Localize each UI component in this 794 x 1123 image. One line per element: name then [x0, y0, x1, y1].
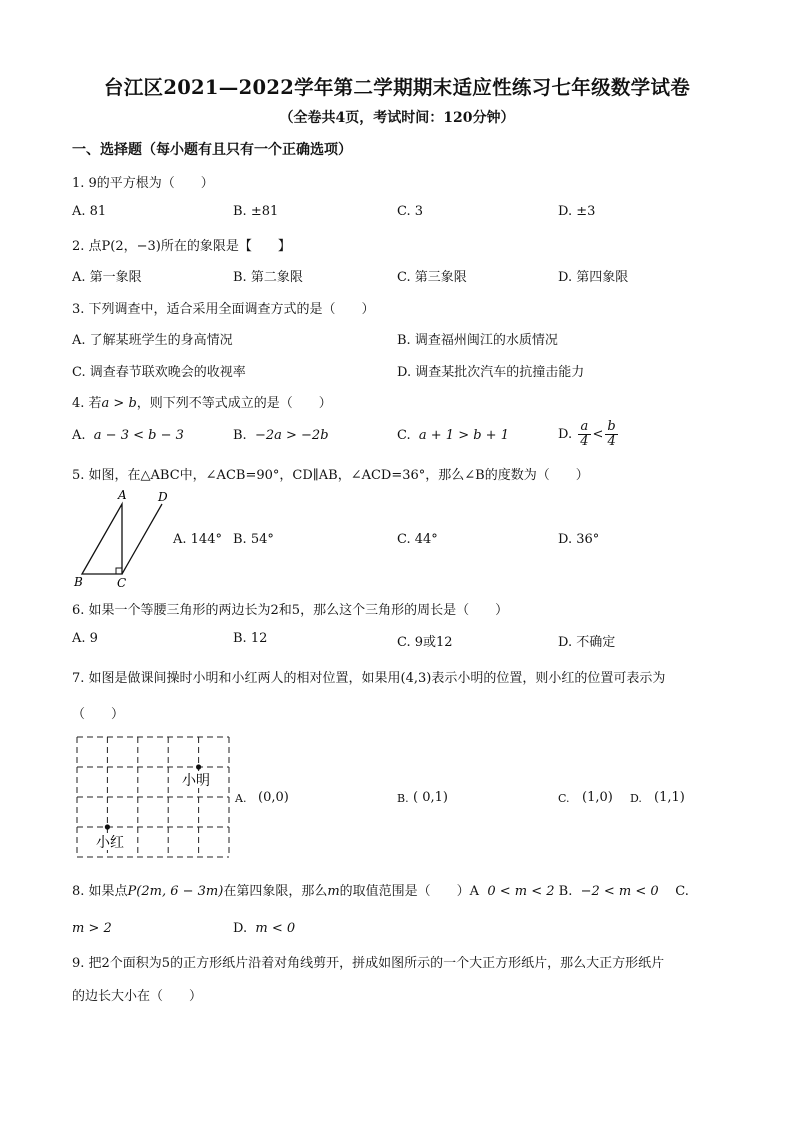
q2-stem: 2. 点P(2，−3)所在的象限是【 】 [72, 239, 291, 254]
q5-triangle-figure [70, 486, 175, 590]
q8-point-expr: P(2m, 6 − 3m) [127, 884, 224, 899]
q1-option-a: A. 81 [72, 204, 107, 219]
q1-option-c: C. 3 [397, 204, 424, 219]
q8-stem-prefix: 8. 如果点 [72, 884, 128, 899]
q4-option-a-label: A. [72, 428, 86, 443]
q2-option-b: B. 第二象限 [233, 270, 303, 285]
q1-option-d: D. ±3 [558, 204, 596, 219]
xiaohong-point [105, 824, 110, 829]
q5-stem: 5. 如图，在△ABC中，∠ACB=90°，CD∥AB，∠ACD=36°，那么∠B的度数为（ ） [72, 468, 589, 483]
q3-option-a: A. 了解某班学生的身高情况 [72, 333, 233, 348]
xiaoming-point [196, 764, 201, 769]
xiaohong-label: 小红 [96, 835, 124, 851]
q8-option-c-expr: m > 2 [72, 921, 112, 936]
q7-option-d-label: D. [630, 792, 642, 805]
q5-option-d: D. 36° [558, 532, 600, 547]
q8-option-c-label: C. [675, 884, 689, 899]
q4-option-d-label: D. [558, 427, 573, 442]
q4-option-a-expr: a − 3 < b − 3 [93, 428, 184, 443]
q4-option-b [233, 428, 329, 443]
q5-option-a: A. 144° [173, 532, 222, 547]
q8-option-d-expr: m < 0 [255, 921, 296, 936]
q4-condition: a > b [101, 396, 137, 411]
q8-stem-mid: 在第四象限，那么 [223, 884, 328, 899]
q9-stem-line2: 的边长大小在（ ） [72, 989, 203, 1004]
q8-option-b-label: B. [558, 884, 573, 899]
q6-option-c: C. 9或12 [397, 635, 453, 650]
q5-option-b: B. 54° [233, 532, 274, 547]
q4-stem-prefix: 4. 若 [72, 396, 102, 411]
q8-stem-suffix: 的取值范围是（ ）A [339, 884, 480, 899]
q4-option-b-expr: −2a > −2b [254, 428, 329, 443]
q4-option-d-fraction-right: $\frac{b}{4}$ [607, 419, 616, 449]
q2-option-a: A. 第一象限 [72, 270, 142, 285]
q4-stem [72, 392, 332, 411]
q6-option-b: B. 12 [233, 631, 268, 646]
q3-option-d: D. 调查某批次汽车的抗撞击能力 [397, 365, 585, 380]
q2-option-d: D. 第四象限 [558, 270, 629, 285]
q6-option-d: D. 不确定 [558, 635, 616, 650]
section-heading: 一、选择题（每小题有且只有一个正确选项） [72, 142, 352, 158]
q4-option-c [397, 428, 509, 443]
q8-option-b-expr: −2 < m < 0 [580, 884, 659, 899]
q3-option-b: B. 调查福州闽江的水质情况 [397, 333, 558, 348]
q5-option-c: C. 44° [397, 532, 438, 547]
q8-option-a-expr: 0 < m < 2 [487, 884, 555, 899]
q9-stem-line1: 9. 把2个面积为5的正方形纸片沿着对角线剪开，拼成如图所示的一个大正方形纸片，那么大正方形纸片 [72, 956, 665, 971]
q7-position-grid [72, 733, 234, 863]
q4-stem-suffix: ，则下列不等式成立的是（ ） [136, 396, 332, 411]
q7-option-b-value: ( 0,1) [413, 790, 448, 805]
q6-option-a: A. 9 [72, 631, 98, 646]
label-c: C [117, 576, 127, 590]
q7-option-a-label: A. [235, 792, 247, 805]
segment-cd [122, 504, 162, 574]
q1-option-b: B. ±81 [233, 204, 279, 219]
q8-var-m: m [327, 884, 340, 899]
q4-option-c-expr: a + 1 > b + 1 [418, 428, 509, 443]
q4-option-a [72, 428, 184, 443]
q3-stem: 3. 下列调查中，适合采用全面调查方式的是（ ） [72, 302, 375, 317]
q1-stem: 1. 9的平方根为（ ） [72, 176, 214, 191]
q7-option-d-value: (1,1) [654, 790, 685, 805]
q4-option-d-op: < [592, 427, 604, 442]
label-a: A [118, 488, 127, 502]
q8-stem [72, 880, 689, 899]
q7-stem-line1: 7. 如图是做课间操时小明和小红两人的相对位置，如果用(4,3)表示小明的位置，则小红的位置可表示为 [72, 671, 666, 686]
q8-option-d-label: D. [233, 921, 248, 936]
q4-option-d [558, 420, 620, 449]
exam-subtitle: （全卷共4页，考试时间：120分钟） [279, 110, 515, 126]
q8-option-d [233, 921, 295, 936]
q4-option-d-fraction-left: $\frac{a}{4}$ [580, 419, 589, 449]
q3-option-c: C. 调查春节联欢晚会的收视率 [72, 365, 246, 380]
q7-option-c-value: (1,0) [582, 790, 613, 805]
triangle-abc-shape [82, 504, 122, 574]
label-b: B [74, 575, 83, 589]
q2-option-c: C. 第三象限 [397, 270, 467, 285]
q8-continuation [72, 921, 112, 936]
label-d: D [158, 490, 168, 504]
q7-option-b-label: B. [397, 792, 409, 805]
q4-option-b-label: B. [233, 428, 247, 443]
q6-stem: 6. 如果一个等腰三角形的两边长为2和5，那么这个三角形的周长是（ ） [72, 603, 509, 618]
q7-option-a-value: (0,0) [258, 790, 289, 805]
right-angle-mark [116, 568, 122, 574]
q7-stem-line2: （ ） [72, 707, 125, 722]
q7-option-c-label: C. [558, 792, 570, 805]
q4-option-c-label: C. [397, 428, 411, 443]
exam-title: 台江区2021—2022学年第二学期期末适应性练习七年级数学试卷 [103, 76, 691, 99]
xiaoming-label: 小明 [182, 773, 210, 789]
